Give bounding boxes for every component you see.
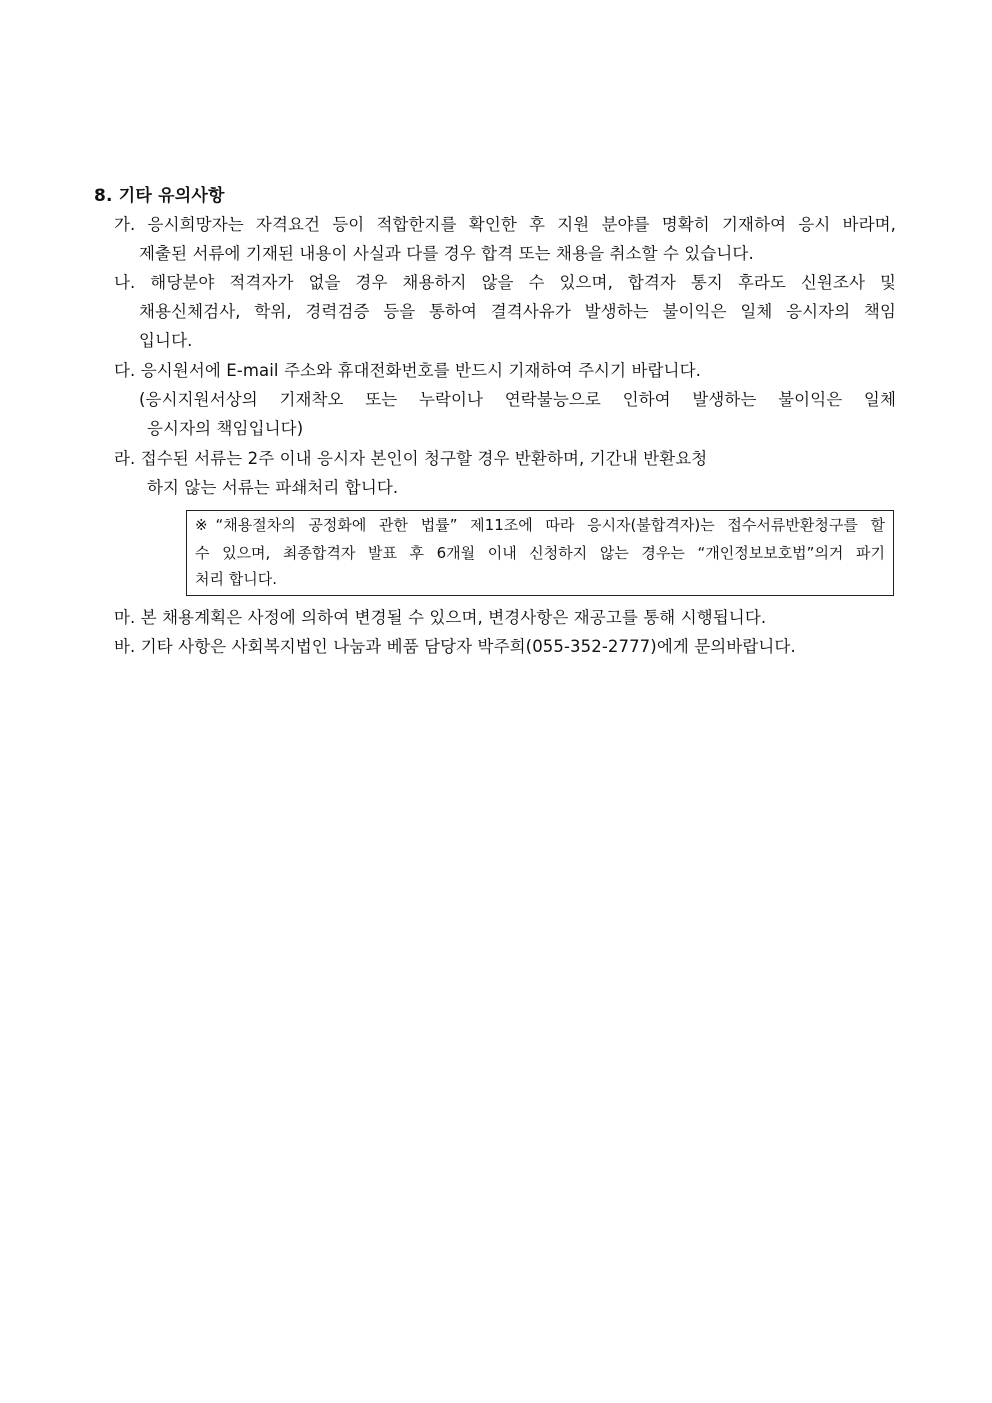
notice-line-1: ※“채용절차의 공정화에 관한 법률” 제11조에 따라 응시자(불합격자)는 접수서류반환청구를 할 bbox=[195, 516, 885, 534]
item-ba-line-1: 바. 기타 사항은 사회복지법인 나눔과 베품 담당자 박주희(055-352-2777)에게 문의바랍니다. bbox=[114, 637, 796, 656]
item-na-line-3: 입니다. bbox=[139, 331, 193, 350]
notice-line-2: 수 있으며, 최종합격자 발표 후 6개월 이내 신청하지 않는 경우는 “개인정보보호법”의거 파기 bbox=[195, 544, 885, 562]
notice-line-3: 처리 합니다. bbox=[195, 570, 277, 588]
section-title: 8. 기타 유의사항 bbox=[94, 186, 225, 206]
item-ga-line-2: 제출된 서류에 기재된 내용이 사실과 다를 경우 합격 또는 채용을 취소할 수 있습니다. bbox=[139, 244, 754, 263]
item-da-line-2: (응시지원서상의 기재착오 또는 누락이나 연락불능으로 인하여 발생하는 불이익은 일체 bbox=[139, 390, 896, 409]
item-ga-line-1: 가. 응시희망자는 자격요건 등이 적합한지를 확인한 후 지원 분야를 명확히 기재하여 응시 바라며, bbox=[114, 215, 896, 234]
item-na-line-1: 나. 해당분야 적격자가 없을 경우 채용하지 않을 수 있으며, 합격자 통지 후라도 신원조사 및 bbox=[114, 273, 896, 292]
notice-box bbox=[186, 510, 894, 596]
item-ma-line-1: 마. 본 채용계획은 사정에 의하여 변경될 수 있으며, 변경사항은 재공고를 통해 시행됩니다. bbox=[114, 608, 767, 627]
item-ra-line-1: 라. 접수된 서류는 2주 이내 응시자 본인이 청구할 경우 반환하며, 기간내 반환요청 bbox=[114, 449, 708, 468]
item-na-line-2: 채용신체검사, 학위, 경력검증 등을 통하여 결격사유가 발생하는 불이익은 일체 응시자의 책임 bbox=[139, 302, 896, 321]
item-ra-line-2: 하지 않는 서류는 파쇄처리 합니다. bbox=[147, 478, 399, 497]
item-da-line-3: 응시자의 책임입니다) bbox=[147, 419, 304, 438]
item-da-line-1: 다. 응시원서에 E-mail 주소와 휴대전화번호를 반드시 기재하여 주시기 바랍니다. bbox=[114, 361, 701, 380]
